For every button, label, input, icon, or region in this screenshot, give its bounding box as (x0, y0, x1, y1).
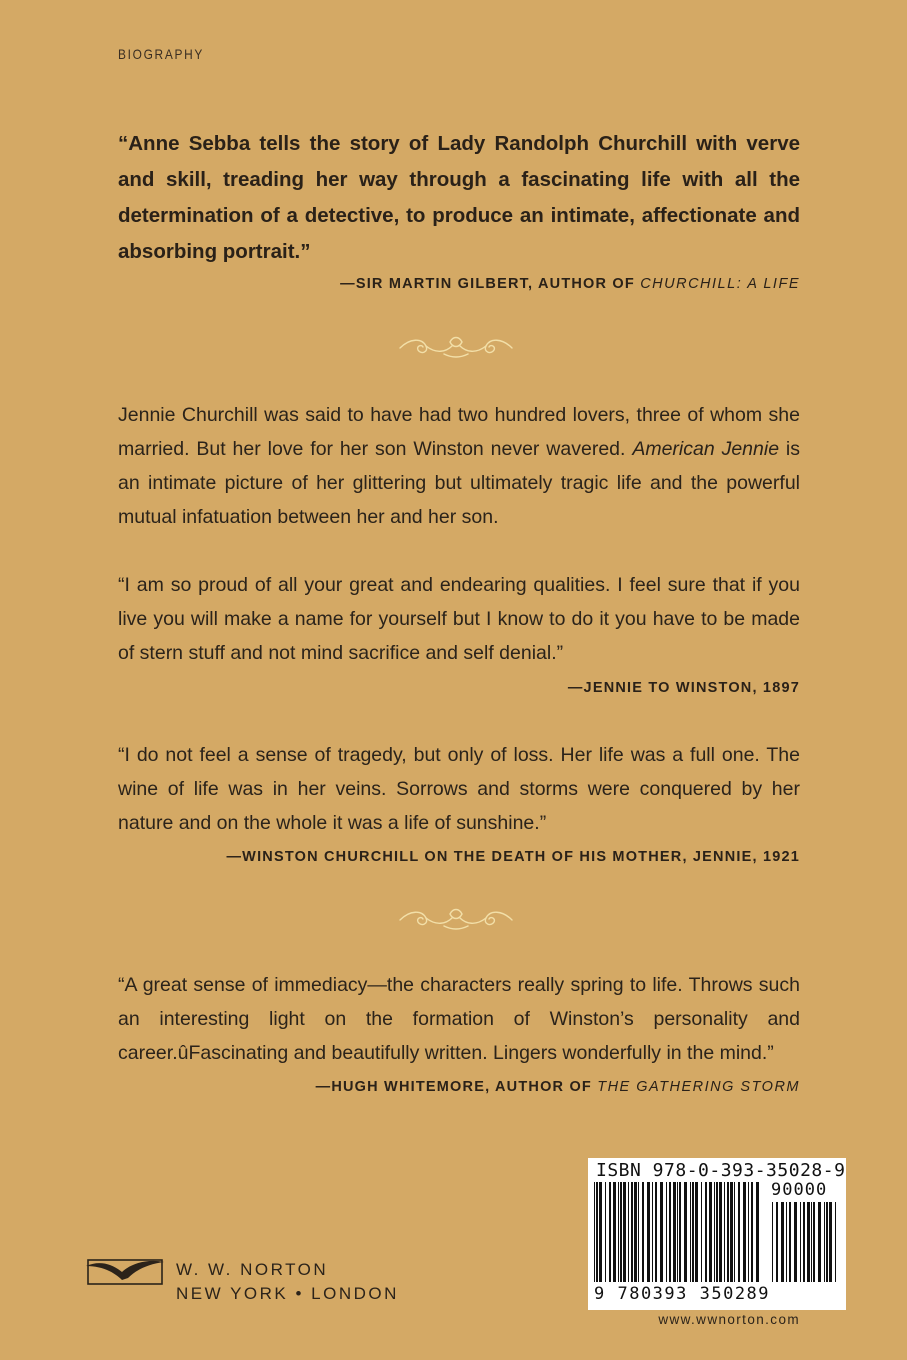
quote-winston-attribution: —WINSTON CHURCHILL ON THE DEATH OF HIS MOTHER, JENNIE, 1921 (226, 849, 800, 865)
barcode-bar (620, 1182, 622, 1282)
ean-digits: 9 780393 350289 (594, 1284, 771, 1304)
barcode-bar (835, 1202, 836, 1282)
barcode-bar (599, 1182, 602, 1282)
publisher-imprint (84, 1244, 424, 1314)
endorsement-whitemore-attribution (316, 1079, 800, 1095)
barcode-bar (743, 1182, 746, 1282)
barcode-bar (695, 1182, 698, 1282)
barcode-bar (807, 1202, 810, 1282)
barcode-bar (594, 1182, 595, 1282)
barcode-bar (738, 1182, 740, 1282)
description-book-title: American Jennie (632, 438, 780, 460)
barcode-bar (609, 1182, 611, 1282)
barcode-bar (818, 1202, 821, 1282)
barcode-bar (756, 1182, 759, 1282)
seagull-logo-icon (84, 1250, 166, 1294)
quote-jennie-letter: “I am so proud of all your great and endearing qualities. I feel sure that if you live you will make a name for yourself but I know to do it you have to be made of stern stuff and not mind sacrifice and self denial.” (118, 574, 800, 664)
addon-barcode-bars (772, 1202, 838, 1302)
barcode-bar (605, 1182, 606, 1282)
barcode-bar (673, 1182, 676, 1282)
category-label: BIOGRAPHY (118, 46, 205, 62)
barcode-bar (638, 1182, 639, 1282)
barcode-bar (677, 1182, 678, 1282)
description-text-1: Jennie Churchill was said to have had two hundred lovers, three of whom she married. But her love for her son Winston never wavered. (118, 404, 800, 460)
barcode-bar (613, 1182, 616, 1282)
barcode-bar (666, 1182, 667, 1282)
endorsement-whitemore: “A great sense of immediacy—the characters really spring to life. Throws such an interesting light on the formation of Winston’s personality and career.ûFascinating and beautifully written. Lingers wonderfully in the mind.” (118, 974, 800, 1064)
publisher-name-line-1: W. W. NORTON (176, 1260, 329, 1279)
barcode-bar (623, 1182, 626, 1282)
attribution-author: —HUGH WHITEMORE, AUTHOR OF (315, 1079, 598, 1095)
barcode-bar (826, 1202, 828, 1282)
barcode-bar (618, 1182, 619, 1282)
barcode-bar (716, 1182, 718, 1282)
barcode-bar (679, 1182, 681, 1282)
barcode-bar (628, 1182, 629, 1282)
book-description (118, 398, 800, 534)
barcode-bar (734, 1182, 735, 1282)
barcode-bar (684, 1182, 687, 1282)
endorsement-gilbert: “Anne Sebba tells the story of Lady Randolph Churchill with verve and skill, treading her way through a fascinating life with all the determination of a detective, to produce an intimate, affectionate and absorbing portrait.” (118, 132, 800, 263)
publisher-name-line-2: NEW YORK • LONDON (176, 1284, 399, 1303)
barcode-bar (776, 1202, 778, 1282)
barcode-bar (655, 1182, 657, 1282)
isbn-barcode (588, 1158, 846, 1310)
barcode-bar (705, 1182, 707, 1282)
barcode-bar (701, 1182, 702, 1282)
barcode-bar (660, 1182, 663, 1282)
barcode-bar (727, 1182, 729, 1282)
barcode-bar (811, 1202, 812, 1282)
barcode-bar (829, 1202, 832, 1282)
endorsement-gilbert-attribution (340, 276, 800, 292)
barcode-bar (794, 1202, 797, 1282)
price-code: 90000 (771, 1180, 828, 1200)
ean-barcode-bars (594, 1182, 762, 1282)
barcode-bar (803, 1202, 805, 1282)
attribution-author: —SIR MARTIN GILBERT, AUTHOR OF (340, 276, 641, 292)
barcode-bar (789, 1202, 791, 1282)
flourish-ornament-icon (396, 332, 516, 360)
barcode-bar (709, 1182, 712, 1282)
flourish-ornament-icon (396, 904, 516, 932)
barcode-bar (642, 1182, 644, 1282)
barcode-bar (800, 1202, 801, 1282)
publisher-name (176, 1258, 399, 1306)
quote-winston: “I do not feel a sense of tragedy, but only of loss. Her life was a full one. The wine of life was in her veins. Sorrows and storms were conquered by her nature and on the whole it was a life of sunshine.” (118, 744, 800, 834)
barcode-bar (652, 1182, 653, 1282)
barcode-bar (824, 1202, 825, 1282)
description-text-2: is an intimate picture of her glittering but ultimately tragic life and the powerful mutual infatuation between her and her son. (118, 438, 801, 528)
barcode-bar (724, 1182, 725, 1282)
barcode-bar (748, 1182, 749, 1282)
barcode-bar (714, 1182, 715, 1282)
attribution-book-title: THE GATHERING STORM (597, 1079, 800, 1095)
barcode-bar (772, 1202, 773, 1282)
barcode-bar (631, 1182, 633, 1282)
barcode-bar (813, 1202, 815, 1282)
barcode-bar (730, 1182, 733, 1282)
barcode-bar (669, 1182, 671, 1282)
barcode-bar (719, 1182, 722, 1282)
isbn-number: ISBN 978-0-393-35028-9 (596, 1160, 846, 1181)
barcode-bar (647, 1182, 650, 1282)
barcode-bar (596, 1182, 598, 1282)
barcode-bar (690, 1182, 691, 1282)
barcode-bar (781, 1202, 784, 1282)
barcode-bar (786, 1202, 787, 1282)
barcode-bar (634, 1182, 637, 1282)
barcode-bar (751, 1182, 753, 1282)
publisher-website: www.wwnorton.com (658, 1312, 800, 1327)
attribution-book-title: CHURCHILL: A LIFE (640, 276, 800, 292)
barcode-bar (692, 1182, 694, 1282)
quote-jennie-attribution: —JENNIE TO WINSTON, 1897 (567, 680, 800, 696)
